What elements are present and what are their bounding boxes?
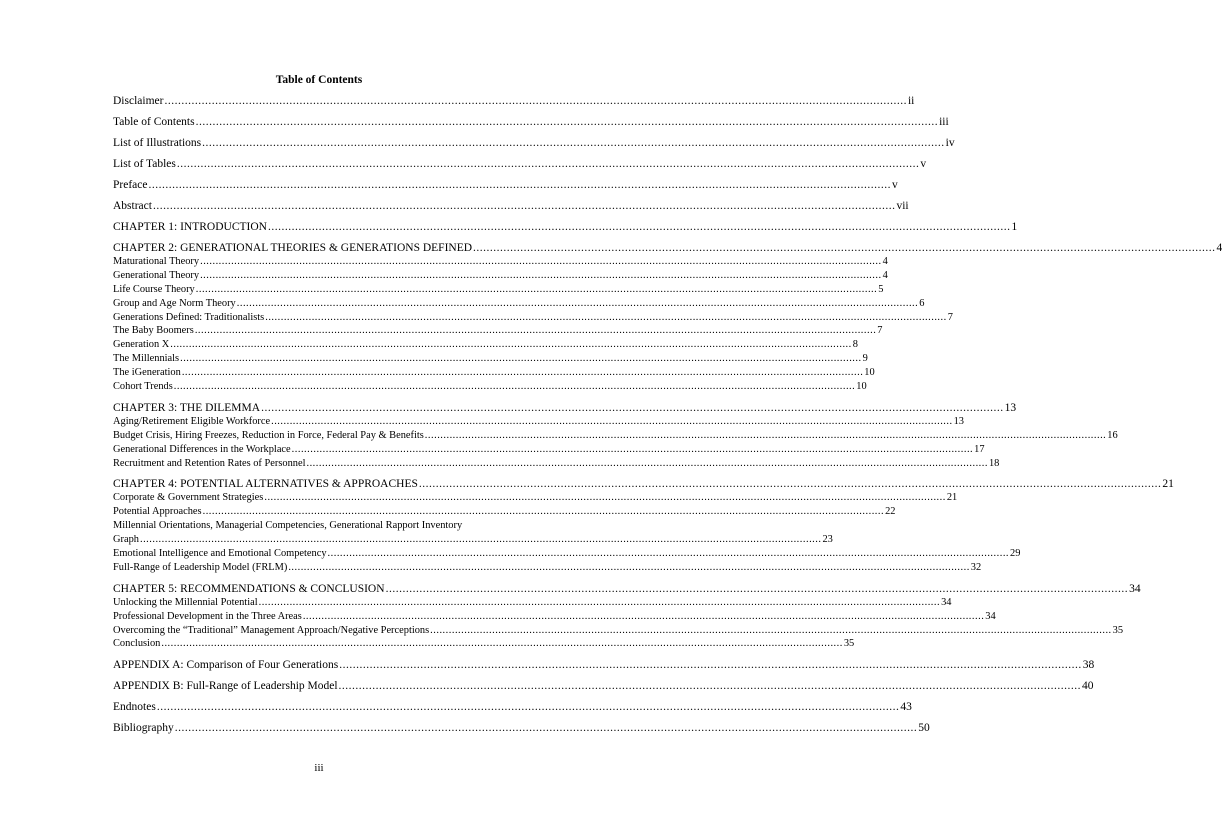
toc-entry-page: 5 <box>878 283 884 295</box>
toc-entry-page: 18 <box>988 457 1000 469</box>
dot-leader: ............................................................................................................................................................................................................................ <box>152 200 896 212</box>
toc-entry-title: Potential Approaches <box>113 506 202 518</box>
toc-entry-title: Recruitment and Retention Rates of Personnel <box>113 457 306 469</box>
toc-entry-page: 10 <box>864 367 875 379</box>
toc-entry-title: The Millennials <box>113 353 180 365</box>
toc-entry-title: Unlocking the Millennial Potential <box>113 596 258 608</box>
toc-entry <box>113 338 858 352</box>
toc-entry-page: 35 <box>843 638 855 650</box>
toc-entry-title: Graph <box>113 534 139 546</box>
toc-entry-title: Aging/Retirement Eligible Workforce <box>113 415 271 427</box>
toc-entry-title: The iGeneration <box>113 367 181 379</box>
toc-entry-page: 21 <box>1162 478 1174 491</box>
dot-leader: ............................................................................................................................................................................................................................ <box>271 415 953 427</box>
toc-entry <box>113 679 1094 693</box>
toc-entry-title: Corporate & Government Strategies <box>113 492 264 504</box>
toc-entry <box>113 610 996 624</box>
toc-entry-page: 34 <box>1129 582 1141 595</box>
toc-entry <box>113 624 1124 638</box>
dot-leader: ............................................................................................................................................................................................................................ <box>200 256 882 267</box>
toc-entry <box>113 136 955 150</box>
toc-entry <box>113 415 964 429</box>
toc-entry <box>113 505 896 519</box>
toc-entry-page: 17 <box>974 443 985 455</box>
toc-entry-page: 10 <box>856 381 867 393</box>
dot-leader: ............................................................................................................................................................................................................................ <box>176 158 920 170</box>
toc-entry <box>113 199 909 213</box>
dot-leader: ............................................................................................................................................................................................................................ <box>200 269 882 281</box>
toc-entry-title: Table of Contents <box>113 116 195 128</box>
toc-entry <box>113 157 927 171</box>
toc-entry <box>113 547 1021 561</box>
dot-leader: ............................................................................................................................................................................................................................ <box>473 242 1216 254</box>
toc-entry-title: Conclusion <box>113 638 161 650</box>
dot-leader: ............................................................................................................................................................................................................................ <box>424 429 1107 441</box>
toc-entry-title: Overcoming the “Traditional” Management Approach/Negative Perceptions <box>113 624 430 636</box>
dot-leader: ............................................................................................................................................................................................................................ <box>264 492 946 504</box>
dot-leader: ............................................................................................................................................................................................................................ <box>288 561 970 573</box>
toc-entry-title: APPENDIX A: Comparison of Four Generations <box>113 659 339 672</box>
toc-entry-page: 50 <box>918 722 930 735</box>
toc-entry <box>113 178 898 192</box>
toc-entry-page: 7 <box>947 311 953 323</box>
toc-entry <box>113 283 884 297</box>
toc-entry-title: Bibliography <box>113 722 174 735</box>
toc-entry-page: 22 <box>885 506 896 518</box>
dot-leader: ............................................................................................................................................................................................................................ <box>302 610 985 622</box>
toc-entry-title: Abstract <box>113 200 152 212</box>
dot-leader: ............................................................................................................................................................................................................................ <box>195 283 878 295</box>
dot-leader: ............................................................................................................................................................................................................................ <box>156 701 900 714</box>
toc-entry-page: v <box>920 158 927 170</box>
toc-entry-page: 4 <box>882 269 888 281</box>
toc-entry-page: 4 <box>1216 242 1222 254</box>
toc-entry <box>113 220 1018 234</box>
toc-entry <box>113 429 1118 443</box>
toc-entry-page: 34 <box>941 596 952 608</box>
toc-entry-page: 1 <box>1011 221 1018 233</box>
dot-leader: ............................................................................................................................................................................................................................ <box>194 325 877 337</box>
toc-entry-title: List of Illustrations <box>113 137 202 149</box>
toc-entry <box>113 241 1222 255</box>
toc-entry <box>113 311 953 325</box>
toc-entry-title: CHAPTER 2: GENERATIONAL THEORIES & GENERATIONS DEFINED <box>113 242 473 254</box>
toc-entry-title: Budget Crisis, Hiring Freezes, Reduction in Force, Federal Pay & Benefits <box>113 429 424 441</box>
toc-entry-title: Life Course Theory <box>113 283 195 295</box>
toc-entry-page: 16 <box>1107 429 1118 441</box>
dot-leader: ............................................................................................................................................................................................................................ <box>174 722 918 735</box>
toc-entry <box>113 582 1141 596</box>
toc-entry-title: CHAPTER 5: RECOMMENDATIONS & CONCLUSION <box>113 582 385 595</box>
toc-entry <box>113 700 912 714</box>
toc-entry <box>113 596 952 610</box>
toc-entry-title: Disclaimer <box>113 95 164 107</box>
toc-entry-title: Endnotes <box>113 701 156 714</box>
page-number: iii <box>314 762 324 774</box>
toc-entry-title: Emotional Intelligence and Emotional Competency <box>113 548 327 560</box>
toc-entry-page: 40 <box>1082 680 1094 693</box>
toc-entry <box>113 352 868 366</box>
toc-entry-page: 13 <box>1004 401 1017 414</box>
dot-leader: ............................................................................................................................................................................................................................ <box>164 95 907 107</box>
toc-entry-page: iv <box>945 137 955 149</box>
toc-entry-title: Generational Theory <box>113 269 200 281</box>
toc-entry-title: Cohort Trends <box>113 381 173 393</box>
toc-entry-title: Generation X <box>113 339 170 351</box>
toc-entry-page: 32 <box>970 561 982 573</box>
toc-entry-page: 4 <box>882 256 888 267</box>
toc-entry-title: CHAPTER 4: POTENTIAL ALTERNATIVES & APPROACHES <box>113 478 418 491</box>
toc-entry <box>113 658 1095 672</box>
toc-entry-title: APPENDIX B: Full-Range of Leadership Model <box>113 680 338 693</box>
dot-leader: ............................................................................................................................................................................................................................ <box>195 116 939 128</box>
toc-entry-title: Preface <box>113 179 148 191</box>
toc-entry-page: 7 <box>877 325 883 337</box>
toc-entry-title: Generational Differences in the Workplace <box>113 443 291 455</box>
toc-entry <box>113 401 1017 415</box>
toc-entry-title: CHAPTER 1: INTRODUCTION <box>113 221 267 233</box>
toc-entry-title: CHAPTER 3: THE DILEMMA <box>113 401 261 414</box>
toc-entry-title: Generations Defined: Traditionalists <box>113 311 265 323</box>
dot-leader: ............................................................................................................................................................................................................................ <box>338 680 1082 693</box>
dot-leader: ............................................................................................................................................................................................................................ <box>291 443 974 455</box>
toc-entry-page: 23 <box>822 534 833 546</box>
toc-entry-page: 38 <box>1082 659 1095 672</box>
dot-leader: ............................................................................................................................................................................................................................ <box>181 367 864 379</box>
toc-entry <box>113 477 1174 491</box>
toc-entry <box>113 324 883 338</box>
toc-entry-page: ii <box>907 95 915 107</box>
dot-leader: ............................................................................................................................................................................................................................ <box>173 381 856 393</box>
dot-leader: ............................................................................................................................................................................................................................ <box>327 548 1010 560</box>
dot-leader: ............................................................................................................................................................................................................................ <box>139 534 822 546</box>
toc-entry <box>113 561 982 575</box>
toc-entry-page: iii <box>939 116 949 128</box>
toc-entry-page: v <box>891 179 898 191</box>
toc-entry-title: Professional Development in the Three Areas <box>113 610 302 622</box>
dot-leader: ............................................................................................................................................................................................................................ <box>418 478 1162 491</box>
toc-entry <box>113 269 888 283</box>
toc-entry <box>113 366 875 380</box>
toc-entry-page: 21 <box>946 492 958 504</box>
toc-entry-page: 9 <box>862 353 868 365</box>
dot-leader: ............................................................................................................................................................................................................................ <box>339 659 1082 672</box>
page-title: Table of Contents <box>275 74 363 86</box>
toc-entry <box>113 457 1000 471</box>
toc-entry <box>113 491 958 505</box>
toc-entry <box>113 255 888 269</box>
dot-leader: ............................................................................................................................................................................................................................ <box>385 582 1129 595</box>
table-of-contents <box>113 94 1222 735</box>
toc-entry-title: List of Tables <box>113 158 176 170</box>
toc-entry <box>113 519 563 533</box>
toc-entry-page: 13 <box>953 415 964 427</box>
dot-leader: ............................................................................................................................................................................................................................ <box>148 179 891 191</box>
dot-leader: ............................................................................................................................................................................................................................ <box>202 506 885 518</box>
toc-entry-page: 8 <box>852 339 858 351</box>
toc-entry-page: 35 <box>1112 624 1124 636</box>
toc-entry-page: 34 <box>985 610 996 622</box>
dot-leader: ............................................................................................................................................................................................................................ <box>261 401 1004 414</box>
dot-leader: ............................................................................................................................................................................................................................ <box>265 311 947 323</box>
toc-entry-title: Group and Age Norm Theory <box>113 297 236 309</box>
toc-entry-page: vii <box>896 200 909 212</box>
toc-entry <box>113 115 949 129</box>
toc-entry <box>113 721 930 735</box>
toc-entry-title: Maturational Theory <box>113 256 200 267</box>
toc-entry <box>113 297 925 311</box>
dot-leader: ............................................................................................................................................................................................................................ <box>170 339 852 351</box>
dot-leader: ............................................................................................................................................................................................................................ <box>430 624 1112 636</box>
toc-entry-title: The Baby Boomers <box>113 325 194 337</box>
toc-entry <box>113 380 867 394</box>
toc-entry <box>113 533 833 547</box>
toc-entry <box>113 637 855 651</box>
dot-leader: ............................................................................................................................................................................................................................ <box>161 638 843 650</box>
dot-leader: ............................................................................................................................................................................................................................ <box>180 353 862 365</box>
dot-leader: ............................................................................................................................................................................................................................ <box>202 137 945 149</box>
dot-leader: ............................................................................................................................................................................................................................ <box>236 297 919 309</box>
toc-entry-page: 29 <box>1010 548 1021 560</box>
dot-leader: ............................................................................................................................................................................................................................ <box>306 457 988 469</box>
toc-entry-title: Millennial Orientations, Managerial Competencies, Generational Rapport Inventory <box>113 520 463 532</box>
dot-leader: ............................................................................................................................................................................................................................ <box>258 596 941 608</box>
dot-leader: ............................................................................................................................................................................................................................ <box>267 221 1011 233</box>
toc-entry-page: 6 <box>919 297 925 309</box>
toc-entry-title: Full-Range of Leadership Model (FRLM) <box>113 561 288 573</box>
toc-entry <box>113 443 985 457</box>
toc-entry <box>113 94 915 108</box>
toc-entry-page: 43 <box>900 701 912 714</box>
